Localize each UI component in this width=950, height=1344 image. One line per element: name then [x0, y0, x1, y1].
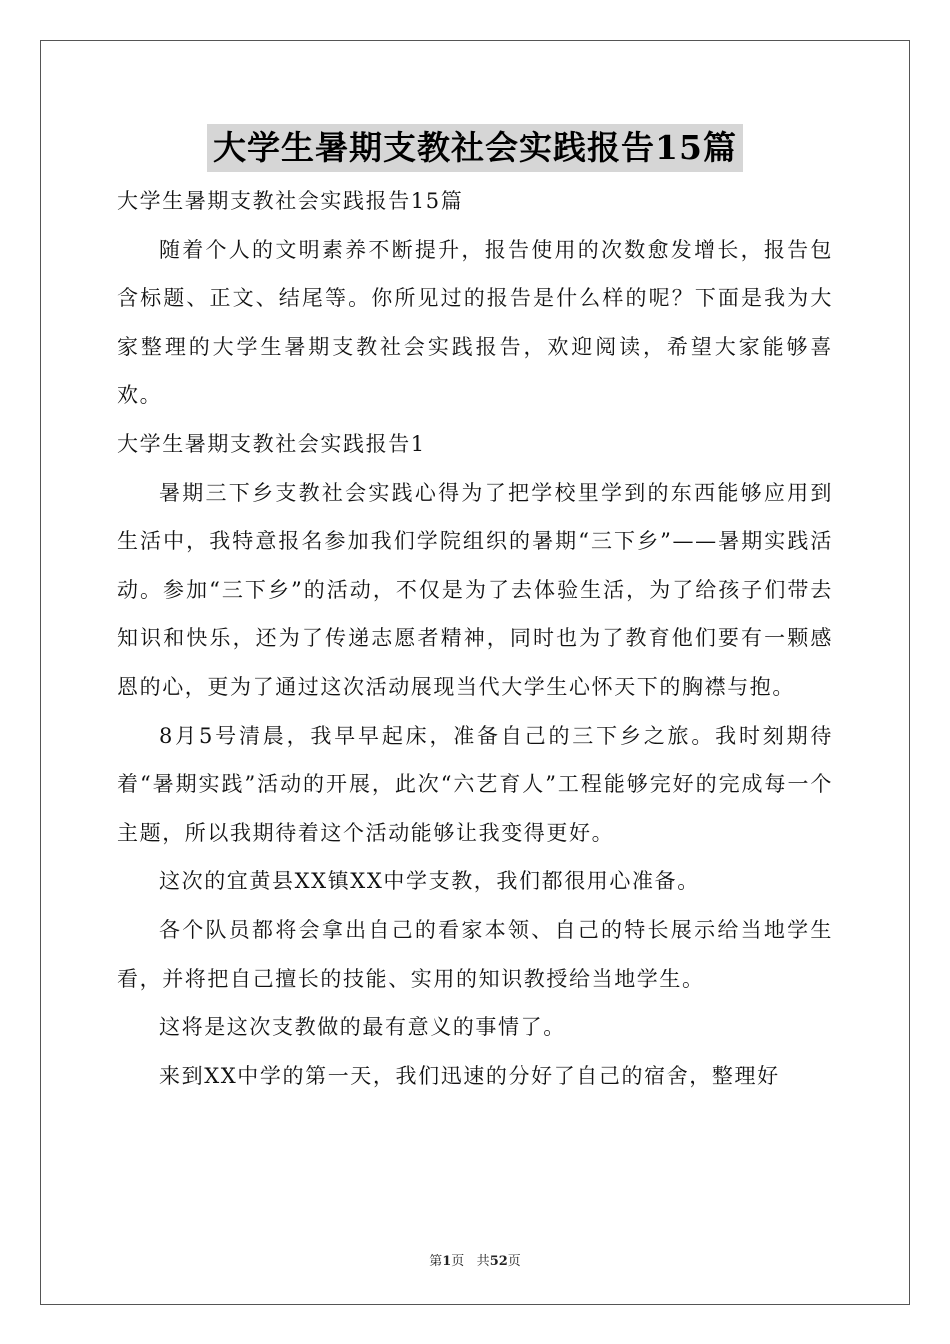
body-paragraph: 来到XX中学的第一天，我们迅速的分好了自己的宿舍，整理好	[159, 1063, 780, 1088]
page-footer	[0, 1250, 950, 1269]
body-paragraph: 这将是这次支教做的最有意义的事情了。	[159, 1015, 566, 1040]
total-page-count: 52	[489, 1254, 508, 1269]
section-heading: 大学生暑期支教社会实践报告1	[117, 431, 426, 456]
total-suffix: 页	[507, 1254, 521, 1269]
total-prefix: 共	[476, 1254, 490, 1269]
body-paragraph: 8月5号清晨，我早早起床，准备自己的三下乡之旅。我时刻期待着“暑期实践”活动的开展，此次“六艺育人”工程能够完好的完成每一个主题，所以我期待着这个活动能够让我变得更好。	[117, 723, 833, 845]
document-title: 大学生暑期支教社会实践报告15篇	[207, 124, 743, 172]
body-paragraph: 暑期三下乡支教社会实践心得为了把学校里学到的东西能够应用到生活中，我特意报名参加我们学院组织的暑期“三下乡”——暑期实践活动。参加“三下乡”的活动，不仅是为了去体验生活，为了给孩子们带去知识和快乐，还为了传递志愿者精神，同时也为了教育他们要有一颗感恩的心，更为了通过这次活动展现当代大学生心怀天下的胸襟与抱。	[117, 480, 833, 699]
current-page-number: 1	[442, 1254, 452, 1269]
section-heading: 大学生暑期支教社会实践报告15篇	[117, 189, 464, 213]
document-body	[117, 177, 833, 1100]
body-paragraph: 各个队员都将会拿出自己的看家本领、自己的特长展示给当地学生看，并将把自己擅长的技能、实用的知识教授给当地学生。	[117, 917, 833, 991]
title-container	[0, 124, 950, 172]
body-paragraph: 这次的宜黄县XX镇XX中学支教，我们都很用心准备。	[159, 869, 700, 894]
page-suffix: 页	[451, 1254, 465, 1269]
body-paragraph: 随着个人的文明素养不断提升，报告使用的次数愈发增长，报告包含标题、正文、结尾等。你所见过的报告是什么样的呢？下面是我为大家整理的大学生暑期支教社会实践报告，欢迎阅读，希望大家能够喜欢。	[117, 237, 833, 408]
page-prefix: 第	[429, 1254, 443, 1269]
